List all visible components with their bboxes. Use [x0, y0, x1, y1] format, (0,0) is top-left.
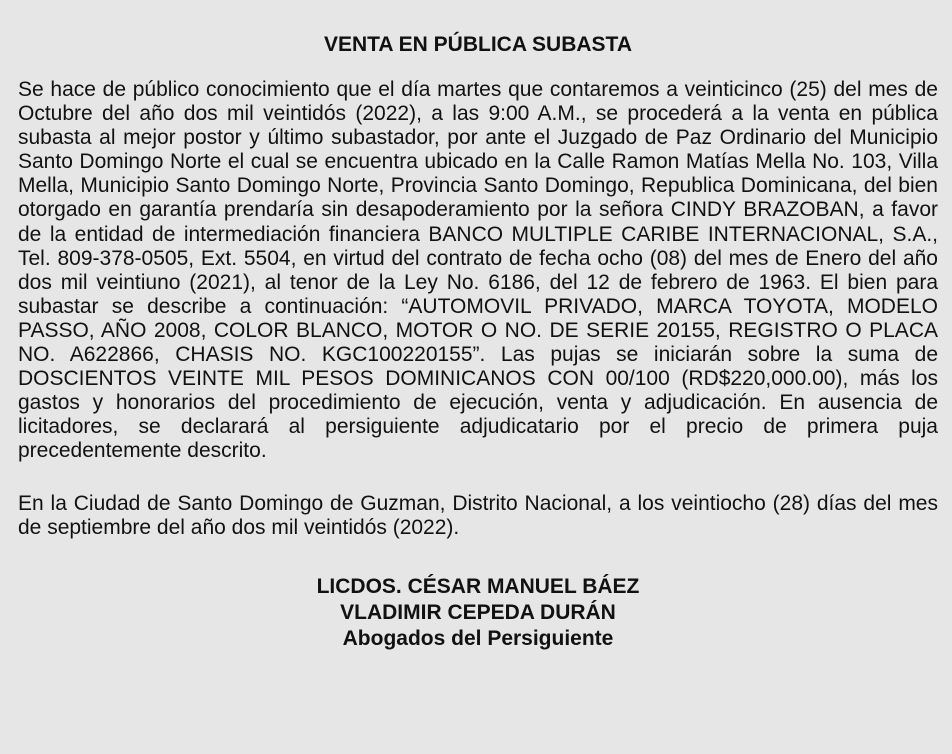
signature-attorneys-line-1: LICDOS. CÉSAR MANUEL BÁEZ: [316, 574, 640, 598]
notice-title: VENTA EN PÚBLICA SUBASTA: [323, 33, 632, 56]
signature-attorneys-line-2: VLADIMIR CEPEDA DURÁN: [340, 600, 616, 624]
signature-role: Abogados del Persiguiente: [342, 626, 614, 650]
signature-block: [18, 574, 938, 652]
notice-date-paragraph: En la Ciudad de Santo Domingo de Guzman, Distrito Nacional, a los veintiocho (28) días del mes de septiembre del año dos mil veintidós (2022).: [18, 491, 938, 539]
notice-body-paragraph: Se hace de público conocimiento que el día martes que contaremos a veinticinco (25) del mes de Octubre del año dos mil veintidós (2022), a las 9:00 A.M., se procederá a la venta en pública subasta al mejor postor y último subastador, por ante el Juzgado de Paz Ordinario del Municipio Santo Domingo Norte el cual se encuentra ubicado en la Calle Ramon Matías Mella No. 103, Villa Mella, Municipio Santo Domingo Norte, Provincia Santo Domingo, Republica Dominicana, del bien otorgado en garantía prendaría sin desapoderamiento por la señora CINDY BRAZOBAN, a favor de la entidad de intermediación financiera BANCO MULTIPLE CARIBE INTERNACIONAL, S.A., Tel. 809-378-0505, Ext. 5504, en virtud del contrato de fecha ocho (08) del mes de Enero del año dos mil veintiuno (2021), al tenor de la Ley No. 6186, del 12 de febrero de 1963. El bien para subastar se describe a continuación: “AUTOMOVIL PRIVADO, MARCA TOYOTA, MODELO PASSO, AÑO 2008, COLOR BLANCO, MOTOR O NO. DE SERIE 20155, REGISTRO O PLACA NO. A622866, CHASIS NO. KGC100220155”. Las pujas se iniciarán sobre la suma de DOSCIENTOS VEINTE MIL PESOS DOMINICANOS CON 00/100 (RD$220,000.00), más los gastos y honorarios del procedimiento de ejecución, venta y adjudicación. En ausencia de licitadores, se declarará al persiguiente adjudicatario por el precio de primera puja precedentemente descrito.: [18, 78, 938, 463]
